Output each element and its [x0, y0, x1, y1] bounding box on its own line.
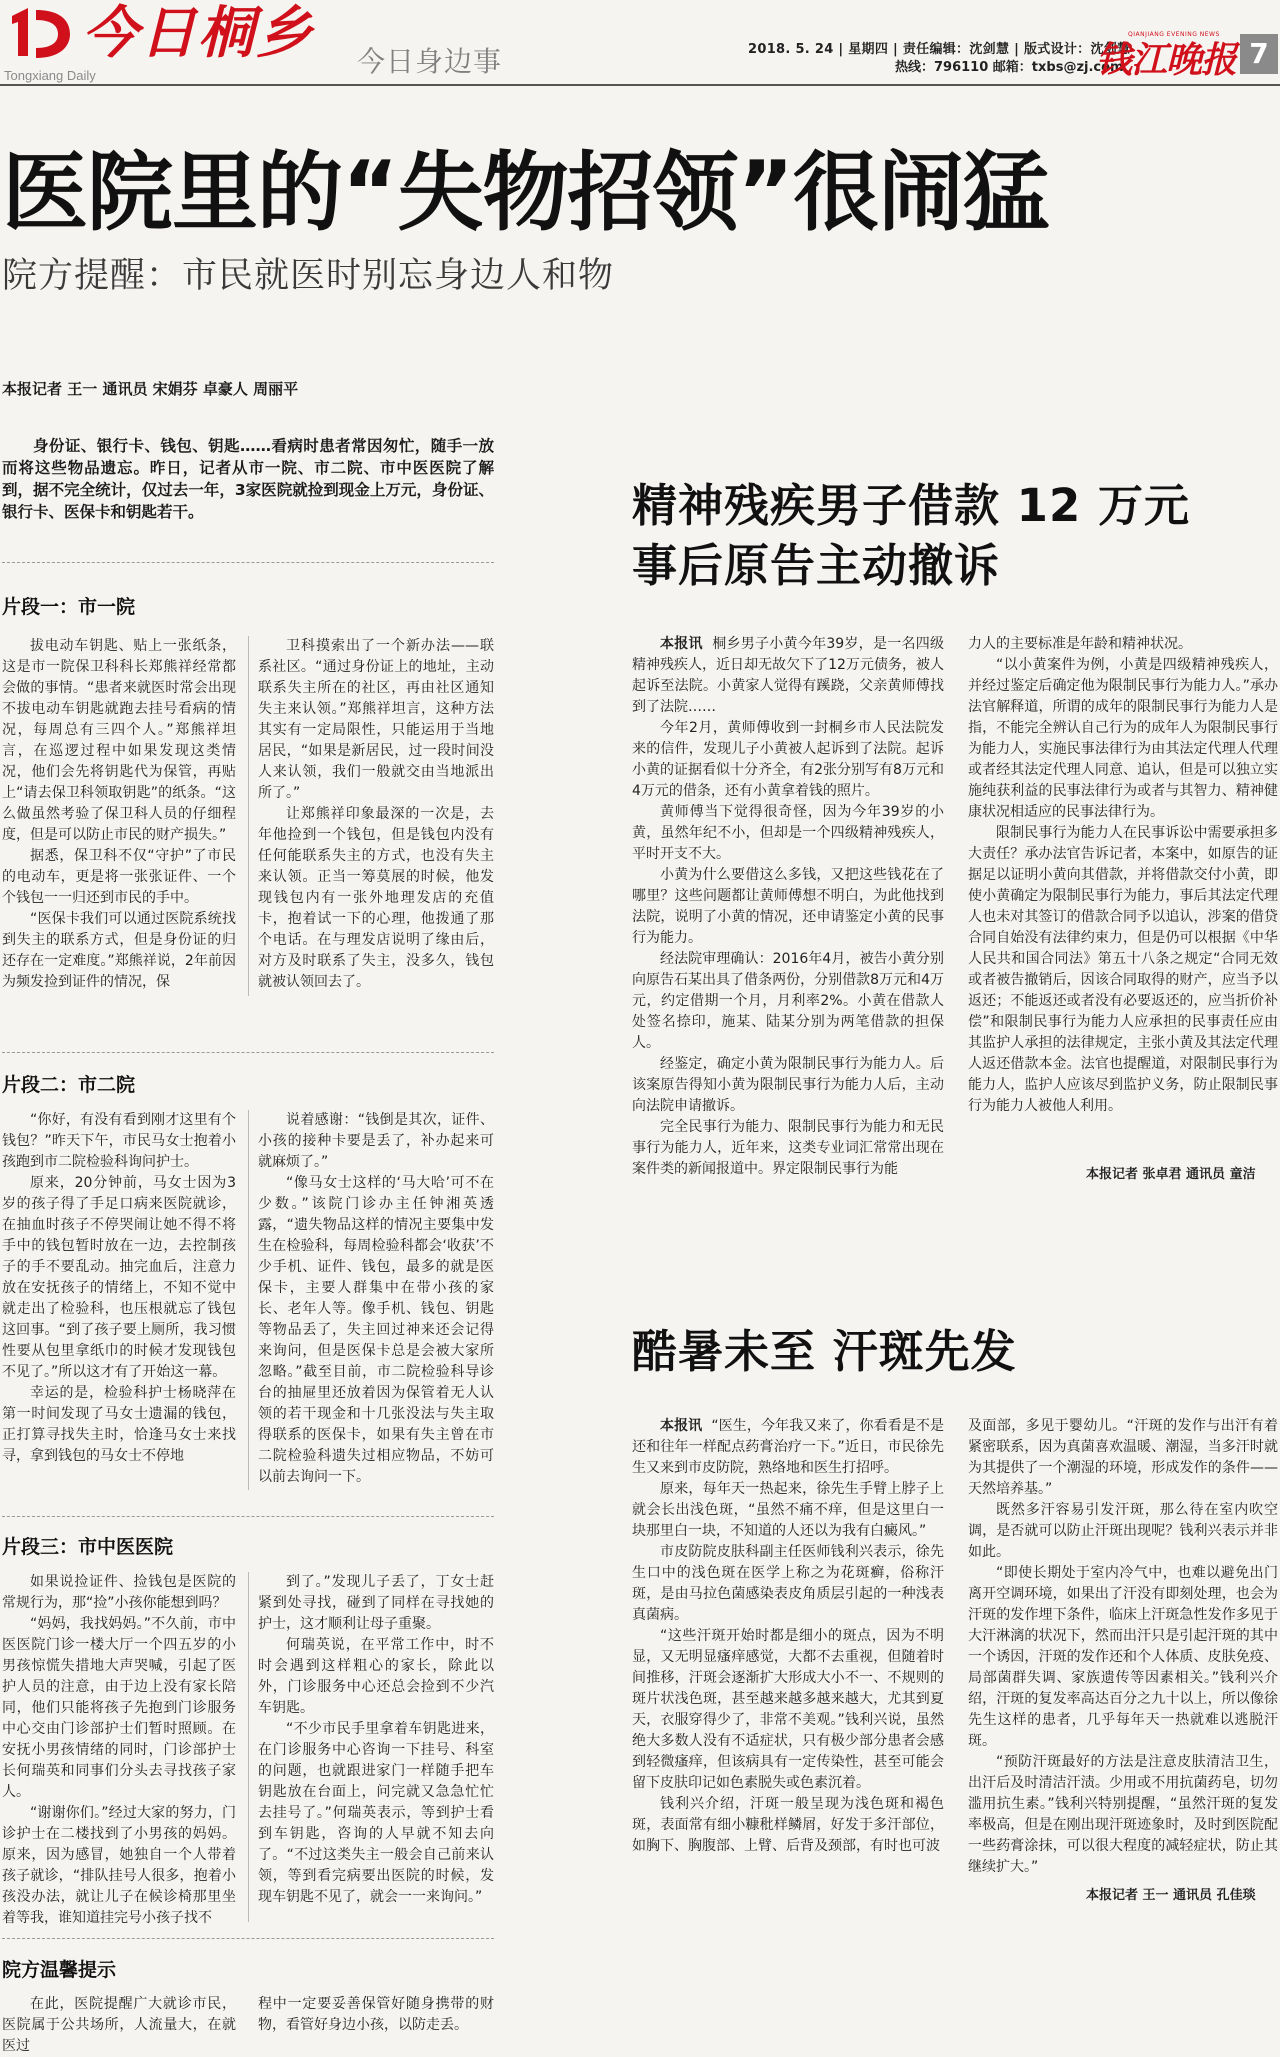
paragraph: 如果说捡证件、捡钱包是医院的常规行为，那“捡”小孩你能想到吗？ [2, 1574, 236, 1611]
paragraph: 据悉，保卫科不仅“守护”了市民的电动车，更是将一张张证件、一个个钱包一一归还到市民的手中。 [2, 848, 236, 906]
paragraph: “你好，有没有看到刚才这里有个钱包？”昨天下午，市民马女士抱着小孩跑到市二院检验科询问护士。 [2, 1112, 236, 1170]
paragraph: “即使长期处于室内冷气中，也难以避免出门离开空调环境，如果出了汗没有即刻处理，也会为汗斑的发作埋下条件，临床上汗斑急性发作多见于大汗淋漓的状况下，然而出汗只是引起汗斑的其中一个诱因，汗斑的发作还和个人体质、皮肤免疫、局部菌群失调、家族遗传等因素相关。”钱利兴介绍，汗斑的复发率高达百分之九十以上，所以像徐先生这样的患者，几乎每年天一热就难以逃脱汗斑。 [968, 1565, 1278, 1749]
paragraph-text: “医生，今年我又来了，你看看是不是还和往年一样配点药膏治疗一下。”近日，市民徐先生又来到市皮防院，熟络地和医生打招呼。 [632, 1418, 944, 1476]
story2-byline: 本报记者 张卓君 通讯员 童洁 [1086, 1167, 1256, 1182]
paragraph: 限制民事行为能力人在民事诉讼中需要承担多大责任？承办法官告诉记者，本案中，如原告的证据足以证明小黄向其借款，并将借款交付小黄，即使小黄确定为限制民事行为能力，事后其法定代理人也未对其签订的借款合同予以追认，涉案的借贷合同自始没有法律约束力，但是仍可以根据《中华人民共和国合同法》第五十八条之规定“合同无效或者被告撤销后，因该合同取得的财产，应当予以返还；不能返还或者没有必要返还的，应当折价补偿”和限制民事行为能力人应承担的民事责任应由其监护人承担的法律规定，主张小黄及其法定代理人返还借款本金。法官也提醒道，对限制民事行为能力人，监护人应该尽到监护义务，防止限制民事行为能力人被他人利用。 [968, 825, 1278, 1114]
brand-logo: 钱江晚报 [1096, 39, 1237, 81]
paragraph: 经鉴定，确定小黄为限制民事行为能力人。后该案原告得知小黄为限制民事行为能力人后，主动向法院申请撤诉。 [632, 1056, 944, 1114]
section2-column-2 [258, 1110, 494, 1488]
paragraph: “不少市民手里拿着车钥匙进来，在门诊服务中心咨询一下挂号、科室的问题，也就跟进家门一样随手把车钥匙放在台面上，问完就又急急忙忙去挂号了。”何瑞英表示，等到护士看到车钥匙，咨询的人早就不知去向了。“不过这类失主一般会自己前来认领，等到看完病要出医院的时候，发现车钥匙不见了，就会一一来询问。” [258, 1721, 494, 1905]
paragraph: “谢谢你们。”经过大家的努力，门诊护士在二楼找到了小男孩的妈妈。原来，因为感冒，她独自一个人带着孩子就诊，“排队挂号人很多，抱着小孩没办法，就让儿子在候诊椅那里坐着等我，谁知道挂完号小孩子找不 [2, 1805, 236, 1926]
newspaper-logo-text: 今日桐乡 [82, 0, 314, 66]
paragraph: 卫科摸索出了一个新办法——联系社区。“通过身份证上的地址，主动联系失主所在的社区，再由社区通知失主来认领。”郑熊祥坦言，这种方法其实有一定局限性，只能运用于当地居民，“如果是新居民，过一段时间没人来认领，我们一般就交由当地派出所了。” [258, 638, 494, 801]
dateline-label: 本报讯 [660, 1418, 703, 1434]
section4-column-1 [2, 1994, 236, 2057]
main-subheadline: 院方提醒：市民就医时别忘身边人和物 [2, 256, 615, 296]
column-divider [248, 636, 249, 996]
story3-title: 酷暑未至 汗斑先发 [632, 1325, 1017, 1378]
paragraph: 原来，每年天一热起来，徐先生手臂上脖子上就会长出浅色斑，“虽然不痛不痒，但是这里白一块那里白一块，不知道的人还以为我有白癜风。” [632, 1481, 944, 1539]
paragraph: 黄师傅当下觉得很奇怪，因为今年39岁的小黄，虽然年纪不小，但却是一个四级精神残疾人，平时开支不大。 [632, 804, 944, 862]
story2-title-line1: 精神残疾男子借款 12 万元 [632, 479, 1190, 532]
paragraph: 程中一定要妥善保管好随身携带的财物，看管好身边小孩，以防走丢。 [258, 1996, 494, 2033]
paragraph: “妈妈，我找妈妈。”不久前，市中医医院门诊一楼大厅一个四五岁的小男孩惊慌失措地大声哭喊，引起了医护人员的注意，由于边上没有家长陪同，他们只能将孩子先抱到门诊服务中心交由门诊部护士们暂时照顾。在安抚小男孩情绪的同时，门诊部护士长何瑞英和同事们分头去寻找孩子家人。 [2, 1616, 236, 1800]
paragraph: 到了。”发现儿子丢了，丁女士赶紧到处寻找，碰到了同样在寻找她的护士，这才顺利让母子重聚。 [258, 1574, 494, 1632]
section-heading-1: 片段一：市一院 [2, 596, 136, 618]
contact-meta-line: 热线：796110 邮箱：txbs@zj.com [895, 60, 1124, 75]
section3-column-1 [2, 1572, 236, 1929]
masthead-divider [0, 84, 1280, 86]
page-number: 7 [1240, 34, 1278, 74]
paragraph: “以小黄案件为例，小黄是四级精神残疾人，并经过鉴定后确定他为限制民事行为能力人。”承办法官解释道，所谓的成年的限制民事行为能力人是指，不能完全辨认自己行为的成年人为限制民事行为能力人，实施民事法律行为由其法定代理人代理或者经其法定代理人同意、追认，但是可以独立实施纯获利益的民事法律行为或者与其智力、精神健康状况相适应的民事法律行为。 [968, 657, 1278, 820]
paragraph: 在此，医院提醒广大就诊市民，医院属于公共场所，人流量大，在就医过 [2, 1996, 236, 2054]
paragraph: 力人的主要标准是年龄和精神状况。 [968, 636, 1192, 652]
section3-column-2 [258, 1572, 494, 1908]
section-name: 今日身边事 [357, 45, 503, 78]
paragraph: 何瑞英说，在平常工作中，时不时会遇到这样粗心的家长，除此以外，门诊服务中心还总会捡到不少汽车钥匙。 [258, 1637, 494, 1716]
paragraph-text: 桐乡男子小黄今年39岁，是一名四级精神残疾人，近日却无故欠下了12万元债务，被人起诉至法院。小黄家人觉得有蹊跷，父亲黄师傅找到了法院…… [632, 636, 944, 715]
story3-byline: 本报记者 王一 通讯员 孔佳琰 [1086, 1888, 1256, 1903]
paragraph [632, 634, 944, 718]
section1-column-2 [258, 636, 494, 993]
paragraph: “医保卡我们可以通过医院系统找到失主的联系方式，但是身份证的归还存在一定难度。”郑熊祥说，2年前因为频发捡到证件的情况，保 [2, 911, 236, 990]
paragraph: 市皮防院皮肤科副主任医师钱利兴表示，徐先生口中的浅色斑在医学上称之为花斑癣，俗称汗斑，是由马拉色菌感染表皮角质层引起的一种浅表真菌病。 [632, 1544, 944, 1623]
column-divider [248, 1110, 249, 1490]
paragraph: 让郑熊祥印象最深的一次是，去年他捡到一个钱包，但是钱包内没有任何能联系失主的方式，也没有失主来认领。正当一筹莫展的时候，他发现钱包内有一张外地理发店的充值卡，抱着试一下的心理，他拨通了那个电话。在与理发店说明了缘由后，对方及时联系了失主，没多久，钱包就被认领回去了。 [258, 806, 494, 990]
section-divider [2, 1052, 494, 1053]
column-divider [248, 1572, 249, 1922]
story2-title-line2: 事后原告主动撤诉 [632, 539, 1001, 592]
section-heading-2: 片段二：市二院 [2, 1074, 136, 1096]
paragraph: “像马女士这样的‘马大哈’可不在少数。”该院门诊办主任钟湘英透露，“遗失物品这样的情况主要集中发生在检验科，每周检验科都会‘收获’不少手机、证件、钱包，最多的就是医保卡，主要人群集中在带小孩的家长、老年人等。像手机、钱包、钥匙等物品丢了，失主回过神来还会记得来询问，但是医保卡总是会被大家所忽略。”截至目前，市二院检验科导诊台的抽屉里还放着因为保管着无人认领的若干现金和十几张没法与失主取得联系的医保卡，如果有失主曾在市二院检验科遗失过相应物品，不妨可以前去询问一下。 [258, 1175, 494, 1485]
paragraph: 说着感谢：“钱倒是其次，证件、小孩的接种卡要是丢了，补办起来可就麻烦了。” [258, 1112, 494, 1170]
section-divider [2, 1938, 494, 1939]
section-divider [2, 1516, 494, 1517]
story2-column-2 [968, 634, 1278, 1117]
paragraph [632, 1416, 944, 1479]
paragraph: 小黄为什么要借这么多钱，又把这些钱花在了哪里？这些问题都让黄师傅想不明白，为此他找到法院，说明了小黄的情况，还申请鉴定小黄的民事行为能力。 [632, 867, 944, 946]
main-lead-paragraph: 身份证、银行卡、钱包、钥匙……看病时患者常因匆忙，随手一放而将这些物品遗忘。昨日，记者从市一院、市二院、市中医医院了解到，据不完全统计，仅过去一年，3家医院就捡到现金上万元，身份证、银行卡、医保卡和钥匙若干。 [2, 437, 494, 521]
section-heading-3: 片段三：市中医医院 [2, 1536, 174, 1558]
paragraph: 钱利兴介绍，汗斑一般呈现为浅色斑和褐色斑，表面常有细小糠秕样鳞屑，好发于多汗部位，如胸下、胸腹部、上臂、后背及颈部，有时也可波 [632, 1796, 944, 1854]
story3-column-1 [632, 1416, 944, 1857]
paragraph: “这些汗斑开始时都是细小的斑点，因为不明显，又无明显瘙痒感觉，大都不去重视，但随着时间推移，汗斑会逐渐扩大形成大小不一、不规则的斑片状浅色斑，甚至越来越多越来越大，尤其到夏天，衣服穿得少了，非常不美观。”钱利兴说，虽然绝大多数人没有不适症状，只有极少部分患者会感到轻微瘙痒，但该病具有一定传染性，甚至可能会留下皮肤印记如色素脱失或色素沉着。 [632, 1628, 944, 1791]
paragraph: 完全民事行为能力、限制民事行为能力和无民事行为能力人，近年来，这类专业词汇常常出现在案件类的新闻报道中。界定限制民事行为能 [632, 1119, 944, 1177]
paragraph: 幸运的是，检验科护士杨晓萍在第一时间发现了马女士遗漏的钱包，正打算寻找失主时，恰逢马女士来找寻，拿到钱包的马女士不停地 [2, 1385, 236, 1464]
main-byline: 本报记者 王一 通讯员 宋娟芬 卓豪人 周丽平 [2, 380, 299, 398]
lead-divider [2, 562, 494, 563]
paragraph: “预防汗斑最好的方法是注意皮肤清洁卫生，出汗后及时清洁汗渍。少用或不用抗菌药皂，切勿滥用抗生素。”钱利兴特别提醒，“虽然汗斑的复发率极高，但是在刚出现汗斑迹象时，及时到医院配一些药膏涂抹，可以很大程度的减轻症状，防止其继续扩大。” [968, 1754, 1278, 1875]
section1-column-1 [2, 636, 236, 993]
paragraph: 拔电动车钥匙、贴上一张纸条，这是市一院保卫科科长郑熊祥经常都会做的事情。“患者来就医时常会出现不拔电动车钥匙就跑去挂号看病的情况，每周总有三四个人。”郑熊祥坦言，在巡逻过程中如果发现这类情况，他们会先将钥匙代为保管，再贴上“请去保卫科领取钥匙”的纸条。“这么做虽然考验了保卫科人员的仔细程度，但是可以防止市民的财产损失。” [2, 638, 236, 843]
section2-column-1 [2, 1110, 236, 1467]
paragraph: 原来，20分钟前，马女士因为3岁的孩子得了手足口病来医院就诊，在抽血时孩子不停哭闹让她不得不将手中的钱包暂时放在一边，去控制孩子的手不要乱动。抽完血后，注意力放在安抚孩子的情绪上，不知不觉中就走出了检验科，也压根就忘了钱包这回事。“到了孩子要上厕所，我习惯性要从包里拿纸巾的时候才发现钱包不见了。”所以这才有了开始这一幕。 [2, 1175, 236, 1380]
issue-meta-line: 2018. 5. 24 | 星期四 | 责任编辑：沈剑慧 | 版式设计：沈剑慧 [748, 42, 1131, 57]
paragraph: 今年2月，黄师傅收到一封桐乡市人民法院发来的信件，发现儿子小黄被人起诉到了法院。起诉小黄的证据看似十分齐全，有2张分别写有8万元和4万元的借条，还有小黄拿着钱的照片。 [632, 720, 944, 799]
story2-column-1 [632, 634, 944, 1180]
paragraph: 及面部，多见于婴幼儿。“汗斑的发作与出汗有着紧密联系，因为真菌喜欢温暖、潮湿，当多汗时就为其提供了一个潮湿的环境，形成发作的条件——天然培养基。” [968, 1418, 1278, 1497]
section4-column-2 [258, 1994, 494, 2036]
newspaper-logo-icon [6, 4, 72, 64]
newspaper-logo-subtitle: Tongxiang Daily [4, 68, 96, 83]
paragraph: 经法院审理确认：2016年4月，被告小黄分别向原告石某出具了借条两份，分别借款8万元和4万元，约定借期一个月，月利率2%。小黄在借款人处签名捺印，施某、陆某分别为两笔借款的担保人。 [632, 951, 944, 1051]
paragraph: 既然多汗容易引发汗斑，那么待在室内吹空调，是否就可以防止汗斑出现呢？钱利兴表示并非如此。 [968, 1502, 1278, 1560]
story3-column-2 [968, 1416, 1278, 1878]
brand-logo-english: QIANJIANG EVENING NEWS [1128, 31, 1220, 38]
main-headline: 医院里的“失物招领”很闹猛 [2, 143, 1049, 243]
dateline-label: 本报讯 [660, 636, 703, 652]
section-heading-4: 院方温馨提示 [2, 1959, 117, 1981]
